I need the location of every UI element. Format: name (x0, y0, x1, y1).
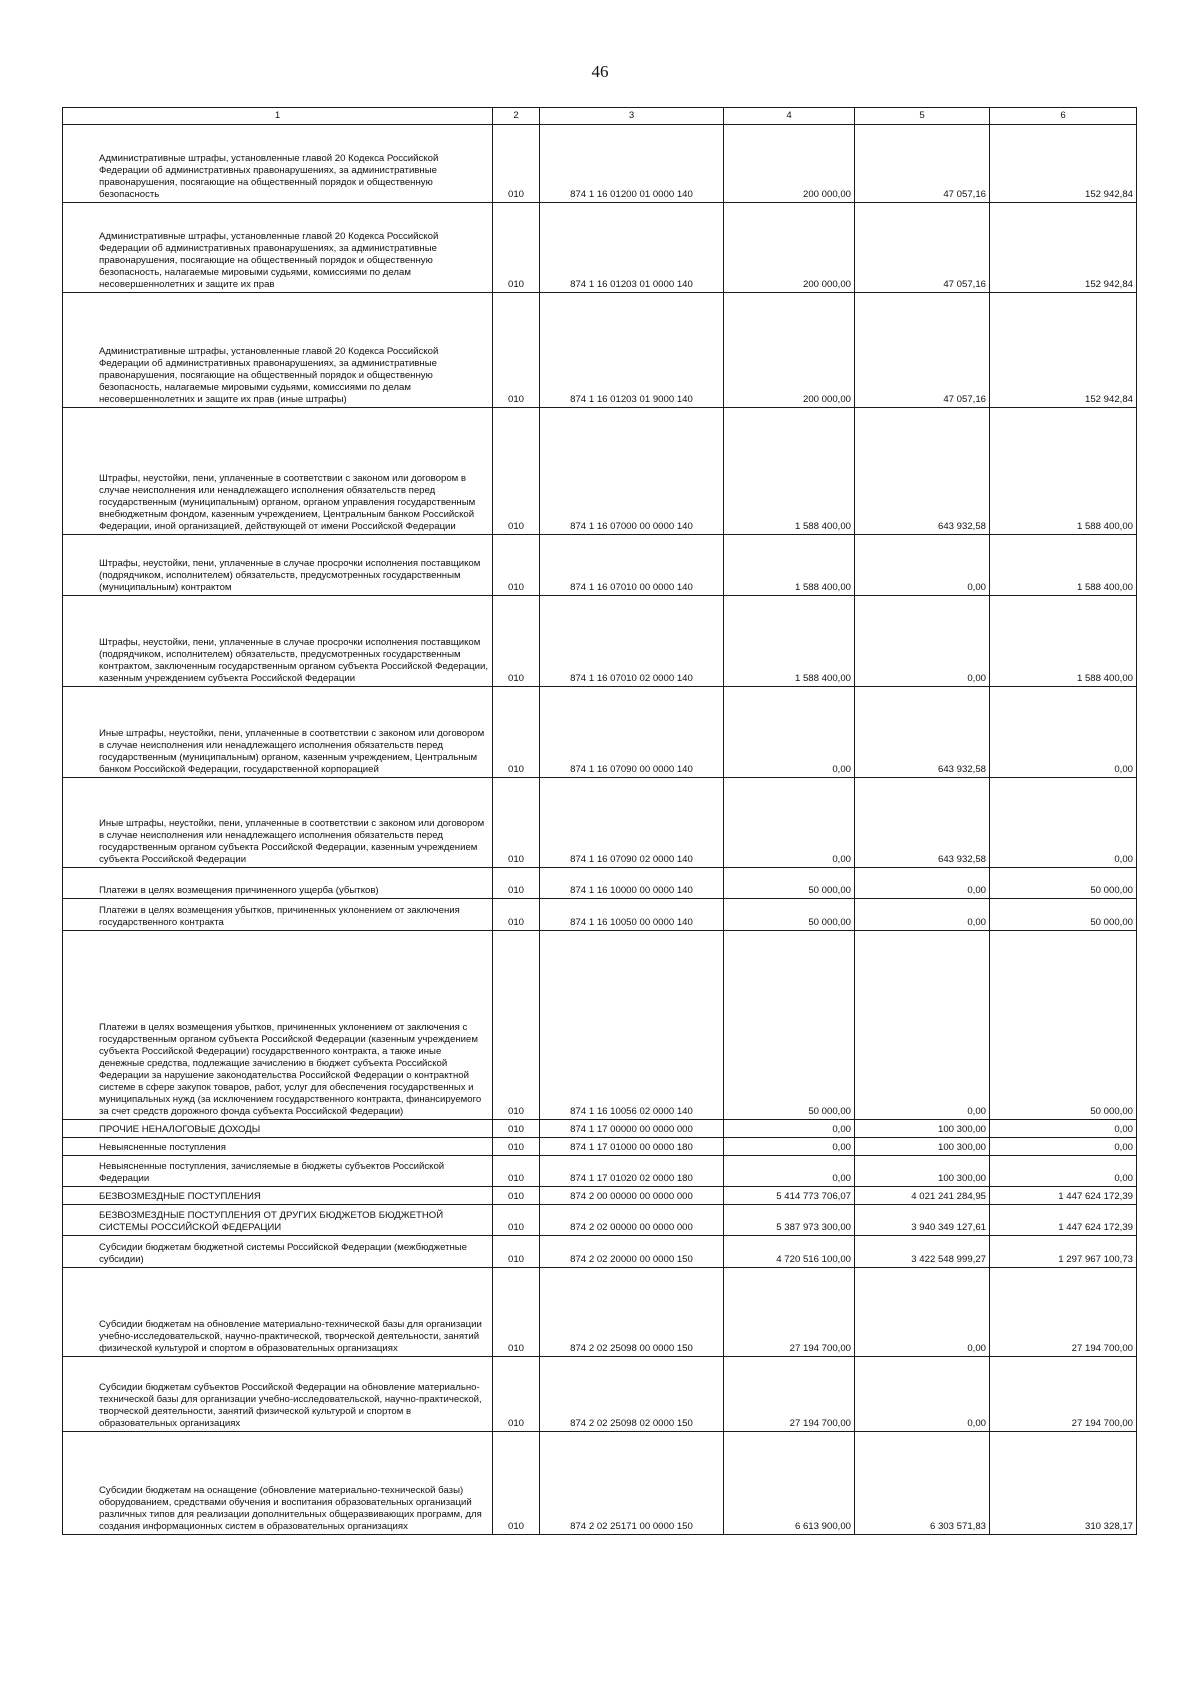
row-name: Невыясненные поступления, зачисляемые в бюджеты субъектов Российской Федерации (63, 1156, 493, 1187)
row-value-5: 0,00 (855, 535, 990, 596)
row-code: 010 (493, 1120, 540, 1138)
row-value-5: 47 057,16 (855, 293, 990, 408)
table-row (63, 1187, 1137, 1205)
row-code: 010 (493, 687, 540, 778)
table-row (63, 535, 1137, 596)
row-name: Административные штрафы, установленные главой 20 Кодекса Российской Федерации об административных правонарушениях, за административные правонарушения, посягающие на общественный порядок и общественную безопасность, налагаемые мировыми судьями, комиссиями по делам несовершеннолетних и защите их прав (63, 203, 493, 293)
row-value-4: 50 000,00 (724, 931, 855, 1120)
column-number: 2 (493, 108, 540, 125)
row-code: 010 (493, 778, 540, 868)
row-value-6: 310 328,17 (990, 1432, 1137, 1535)
row-value-6: 0,00 (990, 778, 1137, 868)
row-name: Субсидии бюджетам на оснащение (обновление материально-технической базы) оборудованием, средствами обучения и воспитания образовательных организаций различных типов для реализации дополнительных общеразвивающих программ, для создания информационных систем в образовательных организациях (63, 1432, 493, 1535)
row-value-6: 50 000,00 (990, 899, 1137, 931)
row-value-5: 643 932,58 (855, 687, 990, 778)
row-value-6: 1 447 624 172,39 (990, 1187, 1137, 1205)
row-kbk: 874 2 02 00000 00 0000 000 (540, 1205, 724, 1236)
table-row (63, 868, 1137, 899)
row-value-4: 5 387 973 300,00 (724, 1205, 855, 1236)
table-row (63, 1236, 1137, 1268)
column-number: 3 (540, 108, 724, 125)
row-kbk: 874 1 17 00000 00 0000 000 (540, 1120, 724, 1138)
row-value-4: 200 000,00 (724, 203, 855, 293)
table-row (63, 1120, 1137, 1138)
row-value-4: 0,00 (724, 778, 855, 868)
row-value-6: 0,00 (990, 687, 1137, 778)
row-code: 010 (493, 931, 540, 1120)
row-code: 010 (493, 1432, 540, 1535)
row-code: 010 (493, 535, 540, 596)
column-number: 5 (855, 108, 990, 125)
row-value-6: 1 588 400,00 (990, 535, 1137, 596)
row-value-4: 4 720 516 100,00 (724, 1236, 855, 1268)
row-value-5: 3 940 349 127,61 (855, 1205, 990, 1236)
row-code: 010 (493, 1156, 540, 1187)
row-value-5: 47 057,16 (855, 125, 990, 203)
row-value-5: 6 303 571,83 (855, 1432, 990, 1535)
row-value-5: 0,00 (855, 931, 990, 1120)
row-value-4: 200 000,00 (724, 293, 855, 408)
row-name: Субсидии бюджетам на обновление материально-технической базы для организации учебно-исследовательской, научно-практической, творческой деятельности, занятий физической культурой и спортом в образовательных организациях (63, 1268, 493, 1357)
row-kbk: 874 1 16 07090 00 0000 140 (540, 687, 724, 778)
row-name: Иные штрафы, неустойки, пени, уплаченные в соответствии с законом или договором в случае неисполнения или ненадлежащего исполнения обязательств перед государственным (муниципальным) органом, казенным учреждением, Центральным банком Российской Федерации, государственной корпорацией (63, 687, 493, 778)
row-value-5: 0,00 (855, 899, 990, 931)
row-value-5: 0,00 (855, 1357, 990, 1432)
table-row (63, 931, 1137, 1120)
row-name: Иные штрафы, неустойки, пени, уплаченные в соответствии с законом или договором в случае неисполнения или ненадлежащего исполнения обязательств перед государственным органом субъекта Российской Федерации, казенным учреждением субъекта Российской Федерации (63, 778, 493, 868)
row-value-5: 0,00 (855, 1268, 990, 1357)
row-value-6: 27 194 700,00 (990, 1268, 1137, 1357)
row-value-6: 152 942,84 (990, 293, 1137, 408)
row-value-4: 0,00 (724, 1120, 855, 1138)
column-number: 4 (724, 108, 855, 125)
row-value-6: 0,00 (990, 1156, 1137, 1187)
row-value-4: 1 588 400,00 (724, 408, 855, 535)
row-kbk: 874 1 16 07000 00 0000 140 (540, 408, 724, 535)
row-name: ПРОЧИЕ НЕНАЛОГОВЫЕ ДОХОДЫ (63, 1120, 493, 1138)
row-value-5: 0,00 (855, 868, 990, 899)
row-name: Субсидии бюджетам субъектов Российской Федерации на обновление материально-технической базы для организации учебно-исследовательской, научно-практической, творческой деятельности, занятий физической культурой и спортом в образовательных организациях (63, 1357, 493, 1432)
row-code: 010 (493, 1357, 540, 1432)
row-value-5: 0,00 (855, 596, 990, 687)
row-value-6: 0,00 (990, 1138, 1137, 1156)
row-value-6: 1 588 400,00 (990, 596, 1137, 687)
row-name: Штрафы, неустойки, пени, уплаченные в случае просрочки исполнения поставщиком (подрядчиком, исполнителем) обязательств, предусмотренных государственным контрактом, заключенным государственным органом субъекта Российской Федерации, казенным учреждением субъекта Российской Федерации (63, 596, 493, 687)
row-value-6: 27 194 700,00 (990, 1357, 1137, 1432)
row-value-4: 6 613 900,00 (724, 1432, 855, 1535)
row-kbk: 874 1 16 07010 02 0000 140 (540, 596, 724, 687)
row-kbk: 874 1 17 01020 02 0000 180 (540, 1156, 724, 1187)
table-row (63, 293, 1137, 408)
row-value-6: 50 000,00 (990, 931, 1137, 1120)
row-value-5: 4 021 241 284,95 (855, 1187, 990, 1205)
row-value-5: 100 300,00 (855, 1138, 990, 1156)
row-code: 010 (493, 1236, 540, 1268)
row-value-4: 27 194 700,00 (724, 1268, 855, 1357)
row-value-4: 200 000,00 (724, 125, 855, 203)
row-code: 010 (493, 868, 540, 899)
row-value-5: 643 932,58 (855, 408, 990, 535)
table-row (63, 125, 1137, 203)
row-value-6: 1 588 400,00 (990, 408, 1137, 535)
row-value-5: 47 057,16 (855, 203, 990, 293)
row-kbk: 874 1 16 10000 00 0000 140 (540, 868, 724, 899)
row-value-6: 0,00 (990, 1120, 1137, 1138)
row-name: Административные штрафы, установленные главой 20 Кодекса Российской Федерации об административных правонарушениях, за административные правонарушения, посягающие на общественный порядок и общественную безопасность (63, 125, 493, 203)
row-kbk: 874 2 02 20000 00 0000 150 (540, 1236, 724, 1268)
table-row (63, 1205, 1137, 1236)
row-name: БЕЗВОЗМЕЗДНЫЕ ПОСТУПЛЕНИЯ (63, 1187, 493, 1205)
row-kbk: 874 1 16 01200 01 0000 140 (540, 125, 724, 203)
column-number: 6 (990, 108, 1137, 125)
row-value-5: 643 932,58 (855, 778, 990, 868)
row-code: 010 (493, 125, 540, 203)
row-value-6: 152 942,84 (990, 125, 1137, 203)
row-value-4: 0,00 (724, 687, 855, 778)
row-kbk: 874 1 16 01203 01 0000 140 (540, 203, 724, 293)
row-name: Платежи в целях возмещения убытков, причиненных уклонением от заключения государственного контракта (63, 899, 493, 931)
row-value-5: 100 300,00 (855, 1156, 990, 1187)
table-row (63, 1357, 1137, 1432)
row-value-6: 1 297 967 100,73 (990, 1236, 1137, 1268)
row-kbk: 874 2 02 25171 00 0000 150 (540, 1432, 724, 1535)
row-name: Штрафы, неустойки, пени, уплаченные в случае просрочки исполнения поставщиком (подрядчиком, исполнителем) обязательств, предусмотренных государственным (муниципальным) контрактом (63, 535, 493, 596)
table-row (63, 1138, 1137, 1156)
row-value-6: 1 447 624 172,39 (990, 1205, 1137, 1236)
row-value-4: 1 588 400,00 (724, 596, 855, 687)
row-code: 010 (493, 1187, 540, 1205)
row-value-6: 152 942,84 (990, 203, 1137, 293)
row-code: 010 (493, 408, 540, 535)
row-code: 010 (493, 203, 540, 293)
row-value-5: 3 422 548 999,27 (855, 1236, 990, 1268)
row-value-4: 27 194 700,00 (724, 1357, 855, 1432)
row-name: БЕЗВОЗМЕЗДНЫЕ ПОСТУПЛЕНИЯ ОТ ДРУГИХ БЮДЖЕТОВ БЮДЖЕТНОЙ СИСТЕМЫ РОССИЙСКОЙ ФЕДЕРАЦИИ (63, 1205, 493, 1236)
table-row (63, 1268, 1137, 1357)
row-value-5: 100 300,00 (855, 1120, 990, 1138)
row-kbk: 874 2 00 00000 00 0000 000 (540, 1187, 724, 1205)
table-row (63, 408, 1137, 535)
row-kbk: 874 1 16 07090 02 0000 140 (540, 778, 724, 868)
row-value-4: 0,00 (724, 1156, 855, 1187)
row-name: Административные штрафы, установленные главой 20 Кодекса Российской Федерации об административных правонарушениях, за административные правонарушения, посягающие на общественный порядок и общественную безопасность, налагаемые мировыми судьями, комиссиями по делам несовершеннолетних и защите их прав (иные штрафы) (63, 293, 493, 408)
row-kbk: 874 1 16 10056 02 0000 140 (540, 931, 724, 1120)
row-value-4: 50 000,00 (724, 868, 855, 899)
table-row (63, 203, 1137, 293)
row-kbk: 874 1 16 01203 01 9000 140 (540, 293, 724, 408)
row-code: 010 (493, 1205, 540, 1236)
table-row (63, 596, 1137, 687)
row-code: 010 (493, 1268, 540, 1357)
table-row (63, 1156, 1137, 1187)
table-row (63, 1432, 1137, 1535)
column-number-row (63, 108, 1137, 125)
row-code: 010 (493, 293, 540, 408)
row-kbk: 874 2 02 25098 00 0000 150 (540, 1268, 724, 1357)
row-value-4: 0,00 (724, 1138, 855, 1156)
row-name: Платежи в целях возмещения причиненного ущерба (убытков) (63, 868, 493, 899)
row-kbk: 874 1 16 10050 00 0000 140 (540, 899, 724, 931)
row-code: 010 (493, 899, 540, 931)
row-value-4: 5 414 773 706,07 (724, 1187, 855, 1205)
table-row (63, 687, 1137, 778)
table-row (63, 778, 1137, 868)
row-name: Субсидии бюджетам бюджетной системы Российской Федерации (межбюджетные субсидии) (63, 1236, 493, 1268)
row-name: Платежи в целях возмещения убытков, причиненных уклонением от заключения с государственным органом субъекта Российской Федерации (казенным учреждением субъекта Российской Федерации) государственного контракта, а также иные денежные средства, подлежащие зачислению в бюджет субъекта Российской Федерации за нарушение законодательства Российской Федерации о контрактной системе в сфере закупок товаров, работ, услуг для обеспечения государственных и муниципальных нужд (за исключением государственного контракта, финансируемого за счет средств дорожного фонда субъекта Российской Федерации) (63, 931, 493, 1120)
row-value-4: 50 000,00 (724, 899, 855, 931)
row-value-6: 50 000,00 (990, 868, 1137, 899)
row-kbk: 874 2 02 25098 02 0000 150 (540, 1357, 724, 1432)
row-code: 010 (493, 596, 540, 687)
row-kbk: 874 1 17 01000 00 0000 180 (540, 1138, 724, 1156)
row-kbk: 874 1 16 07010 00 0000 140 (540, 535, 724, 596)
table-row (63, 899, 1137, 931)
page-number: 46 (591, 62, 609, 81)
row-value-4: 1 588 400,00 (724, 535, 855, 596)
row-name: Невыясненные поступления (63, 1138, 493, 1156)
row-code: 010 (493, 1138, 540, 1156)
column-number: 1 (63, 108, 493, 125)
row-name: Штрафы, неустойки, пени, уплаченные в соответствии с законом или договором в случае неисполнения или ненадлежащего исполнения обязательств перед государственным (муниципальным) органом, органом управления государственным внебюджетным фондом, казенным учреждением, Центральным банком Российской Федерации, иной организацией, действующей от имени Российской Федерации (63, 408, 493, 535)
report-table (62, 107, 1137, 1535)
